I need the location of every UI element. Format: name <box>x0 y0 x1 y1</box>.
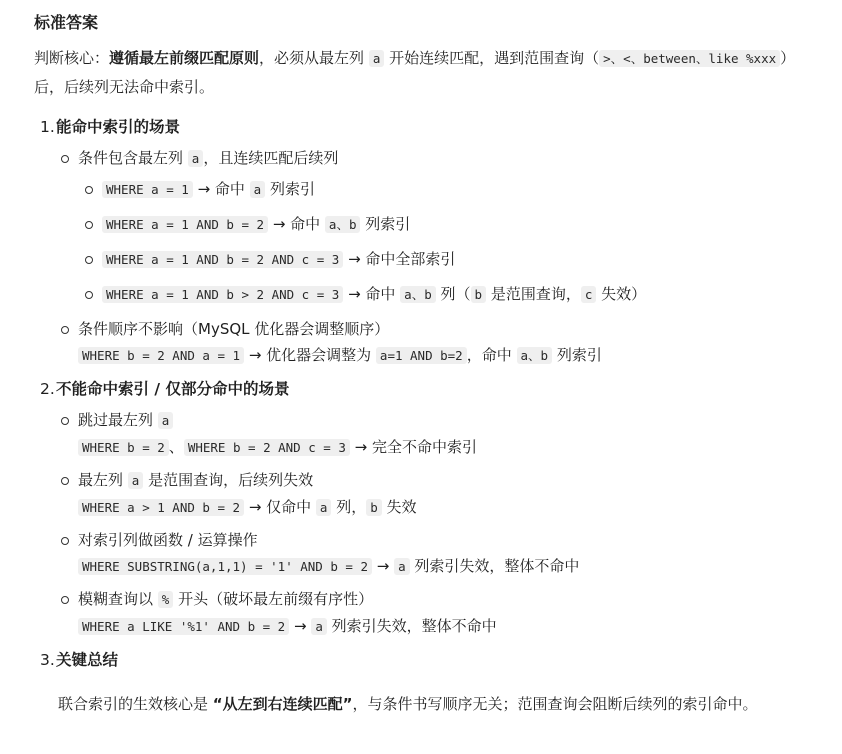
intro-code-range: >、<、between、like %xxx <box>599 50 780 67</box>
summary-strong: “从左到右连续匹配” <box>212 695 353 713</box>
example-code-2: a、b <box>400 286 436 303</box>
sub-code: WHERE b = 2 <box>78 439 169 456</box>
section-number: 2. <box>40 380 55 398</box>
item-text: 模糊查询以 <box>78 590 154 608</box>
sub-code-3: a、b <box>517 347 553 364</box>
sub-text-post: 列索引 <box>552 346 602 364</box>
sub-code-3: b <box>366 499 382 516</box>
item-code: a <box>158 412 174 429</box>
intro-text-3: ）后，后续列无法命中索引。 <box>34 49 796 96</box>
item-text: 对索引列做函数 / 运算操作 <box>78 531 258 549</box>
example-code-4: c <box>581 286 597 303</box>
bullet-icon <box>61 477 69 485</box>
list-item <box>78 145 842 308</box>
intro-code-a: a <box>369 50 385 67</box>
examples-list <box>78 176 842 308</box>
example-item <box>102 246 842 273</box>
sub-text-2: 列， <box>331 498 367 516</box>
sub-code-2: a <box>311 618 327 635</box>
sub-code: WHERE b = 2 AND a = 1 <box>78 347 244 364</box>
intro-prefix: 判断核心： <box>34 49 110 67</box>
summary-paragraph <box>58 690 842 718</box>
sub-text-post: → 完全不命中索引 <box>349 438 477 456</box>
item-code: a <box>128 472 144 489</box>
section-number: 3. <box>40 651 55 669</box>
example-text-post: 列索引 <box>360 215 411 233</box>
example-code-2: a <box>250 181 266 198</box>
item-example-line <box>78 553 842 580</box>
item-example-line <box>78 342 842 369</box>
example-text: → 命中 <box>192 180 250 198</box>
example-code: WHERE a = 1 <box>102 181 193 198</box>
bullet-icon <box>85 186 93 194</box>
section-heading <box>34 646 842 674</box>
intro-text-2: 开始连续匹配，遇到范围查询（ <box>389 49 600 67</box>
example-code: WHERE a = 1 AND b = 2 <box>102 216 268 233</box>
section-heading-text: 能命中索引的场景 <box>56 118 181 136</box>
item-code: % <box>158 591 174 608</box>
bullet-icon <box>61 417 69 425</box>
example-item <box>102 176 842 203</box>
example-text-post: 列索引 <box>265 180 315 198</box>
example-item <box>102 281 842 308</box>
item-example-line <box>78 494 842 521</box>
sub-code: WHERE a LIKE '%1' AND b = 2 <box>78 618 289 635</box>
sub-text-post: 失效 <box>381 498 417 516</box>
section-heading <box>34 113 842 141</box>
sub-text-post: 列索引失效，整体不命中 <box>326 617 497 635</box>
list-item <box>78 527 842 580</box>
item-example-line <box>78 613 842 640</box>
intro-paragraph <box>34 44 824 101</box>
bullet-icon <box>85 291 93 299</box>
bullet-icon <box>61 326 69 334</box>
section-heading-text: 关键总结 <box>56 651 119 669</box>
example-text-post: 列（ <box>435 285 471 303</box>
section-1 <box>34 113 842 369</box>
item-example-line <box>78 434 842 461</box>
sub-text: → <box>371 557 395 575</box>
list-item <box>78 467 842 521</box>
list-item <box>78 586 842 640</box>
bullet-icon <box>85 221 93 229</box>
sub-text: → 优化器会调整为 <box>244 346 376 364</box>
item-text: 最左列 <box>78 471 124 489</box>
sub-text: 、 <box>168 438 184 456</box>
sub-code-2: a <box>394 558 410 575</box>
bullet-icon <box>61 155 69 163</box>
section-number: 1. <box>40 118 55 136</box>
intro-strong: 遵循最左前缀匹配原则 <box>109 49 260 67</box>
example-item <box>102 211 842 238</box>
example-code: WHERE a = 1 AND b > 2 AND c = 3 <box>102 286 343 303</box>
item-text: 条件包含最左列 <box>78 149 184 167</box>
example-text: → 命中 <box>268 215 325 233</box>
example-text: → 命中全部索引 <box>343 250 456 268</box>
sub-text: → 仅命中 <box>244 498 316 516</box>
answer-title: 标准答案 <box>34 13 99 32</box>
section-1-items <box>34 145 842 369</box>
item-text: 跳过最左列 <box>78 411 154 429</box>
intro-text-1: ，必须从最左列 <box>259 49 365 67</box>
bullet-icon <box>61 596 69 604</box>
section-2-items <box>34 407 842 640</box>
item-text: 条件顺序不影响（MySQL 优化器会调整顺序） <box>78 320 390 338</box>
item-code: a <box>188 150 204 167</box>
example-code-3: b <box>471 286 487 303</box>
sections-list <box>34 113 842 718</box>
sub-code-2: a=1 AND b=2 <box>376 347 467 364</box>
summary-text: 联合索引的生效核心是 <box>58 695 213 713</box>
section-heading-text: 不能命中索引 / 仅部分命中的场景 <box>56 380 290 398</box>
bullet-icon <box>61 537 69 545</box>
sub-text-2: ，命中 <box>466 346 517 364</box>
item-text-post: 是范围查询，后续列失效 <box>143 471 314 489</box>
item-text-post: ，且连续匹配后续列 <box>203 149 339 167</box>
sub-text: → <box>289 617 312 635</box>
sub-code: WHERE SUBSTRING(a,1,1) = '1' AND b = 2 <box>78 558 372 575</box>
example-code: WHERE a = 1 AND b = 2 AND c = 3 <box>102 251 343 268</box>
sub-code-2: a <box>316 499 332 516</box>
sub-code: WHERE a > 1 AND b = 2 <box>78 499 244 516</box>
sub-code-2: WHERE b = 2 AND c = 3 <box>184 439 350 456</box>
example-text-post-3: 失效） <box>596 285 647 303</box>
bullet-icon <box>85 256 93 264</box>
example-text: → 命中 <box>343 285 401 303</box>
sub-text-post: 列索引失效，整体不命中 <box>409 557 580 575</box>
list-item <box>78 407 842 461</box>
item-text-post: 开头（破坏最左前缀有序性） <box>173 590 374 608</box>
section-3 <box>34 646 842 718</box>
list-item <box>78 316 842 369</box>
example-code-2: a、b <box>325 216 361 233</box>
section-2 <box>34 375 842 640</box>
summary-text-post: ，与条件书写顺序无关；范围查询会阻断后续列的索引命中。 <box>352 695 758 713</box>
section-heading <box>34 375 842 403</box>
example-text-post-2: 是范围查询， <box>486 285 581 303</box>
